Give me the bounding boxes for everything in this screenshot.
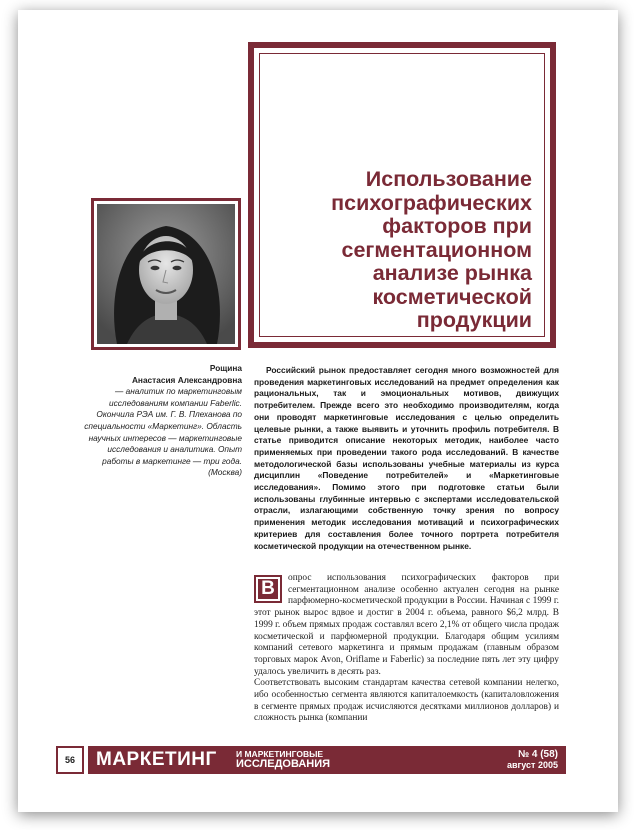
article-body xyxy=(254,573,559,725)
magazine-banner xyxy=(88,746,566,774)
magazine-subtitle-2: ИССЛЕДОВАНИЯ xyxy=(236,758,331,770)
body-paragraph-2: Соответствовать высоким стандартам качества сетевой компании нелегко, ибо особенностью сегмента являются капиталоемкость (капиталовложения в сегменте прямых продаж исчисляются десятками миллионов долларов) и сложность рынка (компании xyxy=(254,678,559,724)
magazine-title: МАРКЕТИНГ xyxy=(96,749,217,770)
author-photo-frame xyxy=(91,198,241,350)
author-portrait-image xyxy=(97,204,235,344)
drop-cap-letter: В xyxy=(258,579,278,599)
drop-cap xyxy=(254,575,282,603)
magazine-subtitle-1: И МАРКЕТИНГОВЫЕ xyxy=(236,749,324,759)
issue-date: август 2005 xyxy=(506,760,558,770)
author-info xyxy=(78,363,242,479)
author-photo xyxy=(97,204,235,344)
author-surname: Рощина xyxy=(209,363,242,373)
body-paragraph-1: опрос использования психографических факторов при сегментационном анализе особенно актуален сегодня на рынке парфюмерно-косметической продукции в России. Начиная с 1999 г. этот рынок вырос вдвое и достиг в 2004 г. объема, равного $6,2 млрд. В 1999 г. объем прямых продаж составлял всего 2,1% от общего числа продаж косметической и парфюмерной продукции. Благодаря общим усилиям компаний сетевого маркетинга и прямым продажам (главным образом торговых марок Avon, Oriflame и Faberlic) за последние пять лет эту цифру удалось увеличить в десять раз. xyxy=(254,573,559,677)
page-footer xyxy=(56,746,566,774)
author-description: — аналитик по маркетинговым исследованиям компании Faberlic. Окончила РЭА им. Г. В. Плеханова по специальности «Маркетинг». Область научных интересов — маркетинговые исследования и аналитика. Опыт работы в маркетинге — три года. (Москва) xyxy=(84,386,242,478)
article-title: Использование психографических факторов при сегментационном анализе рынка косметической продукции xyxy=(331,167,532,332)
title-frame xyxy=(248,42,556,348)
magazine-page xyxy=(18,10,618,812)
issue-number: № 4 (58) xyxy=(517,749,558,760)
page-number: 56 xyxy=(56,746,84,774)
article-lead: Российский рынок предоставляет сегодня много возможностей для проведения маркетинговых исследований на предмет определения как рациональных, так и эмоциональных мотивов, движущих потребителем. Прежде всего это необходимо производителям, когда они проводят маркетинговые исследования с целью определить целевые рынки, а также выявить и уточнить профиль потребителя. В статье приводится описание некоторых методик, наиболее часто применяемых при проведении такого рода исследований. В качестве методологической базы использованы учебные материалы из курса дисциплин «Поведение потребителей» и «Маркетинговые исследования». Помимо этого при подготовке статьи были использованы глубинные интервью с экспертами исследовательской отрасли, излагающими собственную точку зрения по вопросу применения методик исследования мотиваций и психографических критериев для составления более точного портрета потребителя косметической продукции на отечественном рынке. xyxy=(254,365,559,551)
author-given-names: Анастасия Александровна xyxy=(131,374,242,385)
